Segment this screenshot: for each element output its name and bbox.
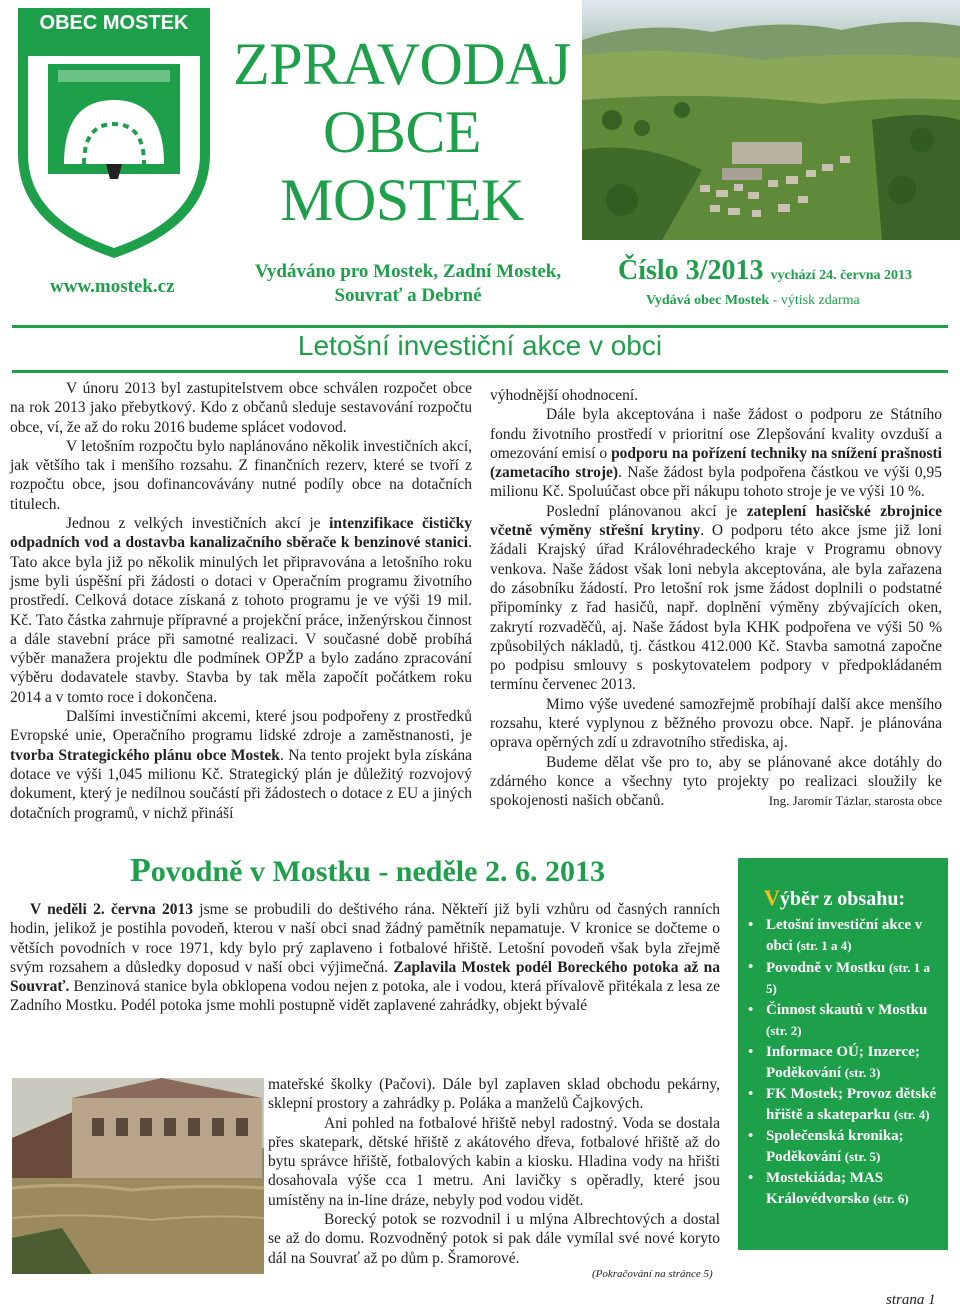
contents-item[interactable] xyxy=(748,1085,944,1125)
article1-heading: Letošní investiční akce v obci xyxy=(297,330,663,361)
page-number: strana 1 xyxy=(886,1292,936,1308)
article1-p3-a: Jednou z velkých investičních akcí je xyxy=(66,515,330,533)
contents-item-text: Společenská kronika; Poděkování xyxy=(766,1128,904,1165)
article1-p7-a: Poslední plánovanou akcí je xyxy=(546,502,747,520)
article2-p3: Borecký potok se rozvodnil i u mlýna Albrechtových a dostal se až do domu. Rozvodněný potok si pak dále vymílal své nové koryto dál na Souvrať až po dům p. Šramorové. xyxy=(268,1211,720,1267)
article1-p6-a: Dále byla akceptována i naše žádost o podporu ze Státního fondu životního prostředí v prioritní ose Zlepšování kvality ovzduší a omezování emisí o xyxy=(490,406,942,462)
article2-p1-d: Benzinová stanice byla obklopena vodou nejen z potoka, ale i vodou, která přívalově přitékala z lesa ze Zadního Mostku. Podél potoka jsme mohli postupně vidět zaplavené zahrádky, objekt bývalé xyxy=(10,978,720,1015)
contents-item[interactable] xyxy=(748,1043,944,1083)
article1-p6-bold: podporu na pořízení techniky na snížení prašnosti (zametacího stroje) xyxy=(490,444,942,482)
article1-p7-bold: zateplení hasičské zbrojnice včetně výměny střešní krytiny xyxy=(490,502,942,540)
publisher-line xyxy=(646,293,860,309)
article1-p6 xyxy=(490,405,942,501)
contents-item[interactable] xyxy=(748,916,944,956)
newsletter-title xyxy=(222,30,582,234)
title-line-1: ZPRAVODAJ xyxy=(233,31,571,97)
article1-p4-a: Dalšími investičními akcemi, které jsou podpořeny z prostředků Evropské unie, Operačního programu lidské zdroje a zaměstnanosti, je xyxy=(10,708,472,745)
article1-p4 xyxy=(10,707,472,823)
article1-p8: Mimo výše uvedené samozřejmě probíhají další akce menšího rozsahu, které vyplynou z běžného provozu obce. Např. je plánována oprava opěrných zdí u zdravotního střediska, aj. xyxy=(490,695,942,752)
contents-item-page: (str. 1 a 5) xyxy=(766,960,930,996)
article1-p7 xyxy=(490,502,942,695)
article1-p3-c: . Tato akce byla již po několik minulých let připravována a letošního roku jsme byli úspěšní při žádosti o dotaci v Operačním programu životního prostředí. Celková dotace získaná z tohoto programu je ve výši 19 mil. Kč. Tato částka zahrnuje přípravné a projekční práce, inženýrskou činnost a dále stavební práce při samotné realizaci. V současné době probíhá výběr manažera projektu dle podmínek OPŽP a bylo zadáno zpracování výběru dodavatele stavby. Stavba by tak měla započít počátkem roku 2014 a v tomto roce i dokončena. xyxy=(10,534,472,706)
publisher: Vydává obec Mostek xyxy=(646,293,770,308)
title-line-3: MOSTEK xyxy=(280,167,524,233)
article1-column-left xyxy=(10,379,472,823)
article2-body-continued xyxy=(268,1075,720,1268)
continued-note: (Pokračování na stránce 5) xyxy=(592,1268,713,1280)
article2-p1-end: mateřské školky (Pačovi). Dále byl zaplaven sklad obchodu pekárny, sklepní prostory a zahrádky p. Poláka a manželů Čajkových. xyxy=(268,1076,720,1113)
contents-title-rest: ýběr z obsahu: xyxy=(779,888,906,910)
contents-item-text: FK Mostek; Provoz dětské hřiště a skateparku xyxy=(766,1086,937,1123)
aerial-photo-village xyxy=(582,0,960,240)
article1-p7-c: . O podporu této akce jsme již loni žádali Krajský úřad Královéhradeckého kraje v Programu obnovy venkova. Naše žádost však loni nebyla akceptována, ale byla zařazena do zásobníku žádostí. Pro letošní rok jsme žádost doplnili o podstatné připomínky z řad hasičů, např. doplnění výměny zbývajících oken, zakrytí rozvaděčů, aj. Naše žádost byla KHK podpořena ve výši 50 % způsobilých nákladů, tj. částkou 412.000 Kč. Stavba samotná započne po podpisu smlouvy s poskytovatelem podpory v předpokládaném termínu červenec 2013. xyxy=(490,522,942,694)
contents-item-text: Mostekiáda; MAS Královédvorsko xyxy=(766,1170,884,1207)
article1-signature: Ing. Jaromír Tázlar, starosta obce xyxy=(768,793,942,809)
contents-title-initial: V xyxy=(764,885,780,910)
contents-item-page: (str. 3) xyxy=(844,1064,881,1080)
article2-body xyxy=(10,900,720,1016)
article1-p2: V letošním rozpočtu bylo naplánováno několik investičních akcí, jak většího tak i menšího rozsahu. Z finančních rezerv, které se tvoří z rozpočtu obce, jsou dofinancovávány nutné podíly obce na dotačních titulech. xyxy=(10,437,472,513)
contents-item-page: (str. 5) xyxy=(844,1148,881,1164)
publisher-note: - výtisk zdarma xyxy=(769,293,860,308)
article1-p1: V únoru 2013 byl zastupitelstvem obce schválen rozpočet obce na rok 2013 jako přebytkový. Kdo z občanů sleduje sestavování rozpočtu obce, ví, že až do roku 2016 budeme splácet vodovod. xyxy=(10,380,472,436)
article1-p4-c: . Na tento projekt byla získána dotace ve výši 1,045 milionu Kč. Strategický plán je důležitý rozvojový dokument, který je nedílnou součástí při žádostech o dotace z EU a jiných dotačních programů, v nichž přináší xyxy=(10,746,472,822)
contents-list xyxy=(748,916,944,1211)
contents-item[interactable] xyxy=(748,1001,944,1041)
article1-p9-text: Budeme dělat vše pro to, aby se plánované akce dotáhly do zdárného konce a všechny tyto projekty po realizaci sloužily ke spokojenosti našich občanů. xyxy=(490,753,942,810)
contents-title xyxy=(764,885,905,911)
article2-heading-initial: P xyxy=(130,852,151,889)
contents-item[interactable] xyxy=(748,1169,944,1209)
article2-heading-rest: ovodně v Mostku - neděle 2. 6. 2013 xyxy=(150,855,605,888)
website-link[interactable]: www.mostek.cz xyxy=(50,276,175,297)
article1-p5: výhodnější ohodnocení. xyxy=(490,387,639,404)
contents-item-page: (str. 1 a 4) xyxy=(796,937,852,953)
contents-item-text: Letošní investiční akce v obci xyxy=(766,917,923,954)
coat-of-arms-logo xyxy=(14,4,214,262)
contents-item-text: Informace OÚ; Inzerce; Poděkování xyxy=(766,1044,920,1081)
title-line-2: OBCE xyxy=(322,99,482,165)
issue-number-line xyxy=(618,255,912,287)
article2-p1-date: V neděli 2. června 2013 xyxy=(30,901,193,918)
article2-p1-bold: Zaplavila Mostek podél Boreckého potoka až na Souvrať. xyxy=(10,958,720,996)
article2-heading xyxy=(130,852,605,890)
contents-item[interactable] xyxy=(748,1127,944,1167)
issue-date: vychází 24. června 2013 xyxy=(770,268,912,283)
contents-item-text: Činnost skautů v Mostku xyxy=(766,1002,928,1018)
contents-item-page: (str. 2) xyxy=(766,1022,802,1038)
article2-p1-b: jsme se probudili do deštivého rána. Někteří již byli vzhůru od časných ranních hodin, jelikož je postihla povodeň, kterou v naší obci snad žádný pamětník nepamatuje. V kronice se dočteme o větších povodních v roce 1971, kdy bylo prý zaplaveno i fotbalové hřiště. Letošní povodeň však byla zřejmě svým rozsahem a důsledky doposud v naší obci výjimečná. xyxy=(10,901,720,976)
flood-photo xyxy=(12,1078,264,1274)
article1-column-right xyxy=(490,386,942,811)
contents-item-page: (str. 4) xyxy=(893,1106,930,1122)
article1-p6-c: . Naše žádost byla podpořena částkou ve výši 0,95 milionu Kč. Spoluúčast obce při nákupu tohoto stroje je ve výši 10 %. xyxy=(490,464,943,501)
article1-p3-bold: intenzifikace čističky odpadních vod a dostavba kanalizačního sběrače k benzinové stanici xyxy=(10,515,472,552)
contents-item-text: Povodně v Mostku xyxy=(766,960,886,976)
article2-p2: Ani pohled na fotbalové hřiště nebyl radostný. Voda se dostala přes skatepark, dětské hřiště z akátového dřeva, fotbalové hřiště až do bytu správce hřiště, fotbalových kabin a kiosku. Hladina vody na hřišti dosahovala výše cca 1 metru. Ani lavičky s opěradly, které jsou umístěny na in-line dráze, nebyly pod vodou vidět. xyxy=(268,1114,720,1209)
article2-p1 xyxy=(10,900,720,1016)
article1-p9 xyxy=(490,753,942,811)
logo-text: OBEC MOSTEK xyxy=(39,12,189,34)
article1-p3 xyxy=(10,514,472,707)
contents-item-page: (str. 6) xyxy=(873,1190,909,1206)
article1-p4-bold: tvorba Strategického plánu obce Mostek xyxy=(10,746,280,764)
issue-number: Číslo 3/2013 xyxy=(618,255,764,286)
issued-for: Vydáváno pro Mostek, Zadní Mostek, Souvrať a Debrné xyxy=(254,261,562,306)
contents-item[interactable] xyxy=(748,958,944,999)
